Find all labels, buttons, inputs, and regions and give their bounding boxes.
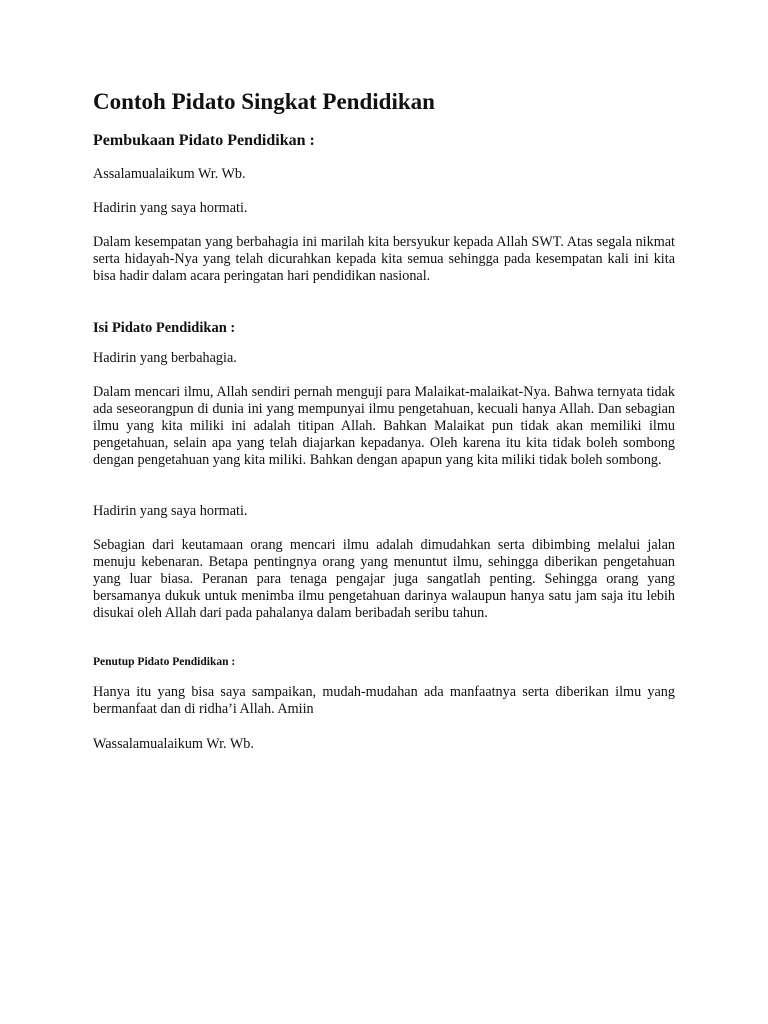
body-paragraph-2: Sebagian dari keutamaan orang mencari ilmu adalah dimudahkan serta dibimbing melalui jalan menuju kebenaran. Betapa pentingnya orang yang menuntut ilmu, sehingga diberikan pengetahuan yang luar biasa. Peranan para tenaga pengajar juga sangatlah penting. Sehingga orang yang bersamanya dukuk untuk menimba ilmu pengetahuan darinya walaupun hanya satu jam saja itu lebih disukai oleh Allah dari pada pahalanya dalam beribadah seribu tahun. (93, 537, 675, 621)
body-heading: Isi Pidato Pendidikan : (93, 320, 236, 336)
closing-heading: Penutup Pidato Pendidikan : (93, 656, 236, 668)
opening-greeting: Assalamualaikum Wr. Wb. (93, 166, 246, 182)
body-salutation-1: Hadirin yang berbahagia. (93, 350, 237, 366)
body-salutation-2: Hadirin yang saya hormati. (93, 503, 248, 519)
closing-paragraph: Hanya itu yang bisa saya sampaikan, mudah-mudahan ada manfaatnya serta diberikan ilmu yang bermanfaat dan di ridha’i Allah. Amiin (93, 684, 675, 717)
opening-salutation: Hadirin yang saya hormati. (93, 200, 248, 216)
opening-paragraph: Dalam kesempatan yang berbahagia ini marilah kita bersyukur kepada Allah SWT. Atas segala nikmat serta hidayah-Nya yang telah dicurahkan kepada kita semua sehingga pada kesempatan kali ini kita bisa hadir dalam acara peringatan hari pendidikan nasional. (93, 234, 675, 284)
opening-heading: Pembukaan Pidato Pendidikan : (93, 132, 315, 149)
document-title: Contoh Pidato Singkat Pendidikan (93, 89, 435, 114)
closing-farewell: Wassalamualaikum Wr. Wb. (93, 736, 254, 752)
body-paragraph-1: Dalam mencari ilmu, Allah sendiri pernah menguji para Malaikat-malaikat-Nya. Bahwa ternyata tidak ada seseorangpun di dunia ini yang mempunyai ilmu pengetahuan, kecuali hanya Allah. Dan sebagian ilmu yang kita miliki ini adalah titipan Allah. Bahkan Malaikat pun tidak akan memiliki ilmu pengetahuan, selain apa yang telah diajarkan kepadanya. Oleh karena itu kita tidak boleh sombong dengan pengetahuan yang kita miliki. Bahkan dengan apapun yang kita miliki tidak boleh sombong. (93, 384, 675, 468)
